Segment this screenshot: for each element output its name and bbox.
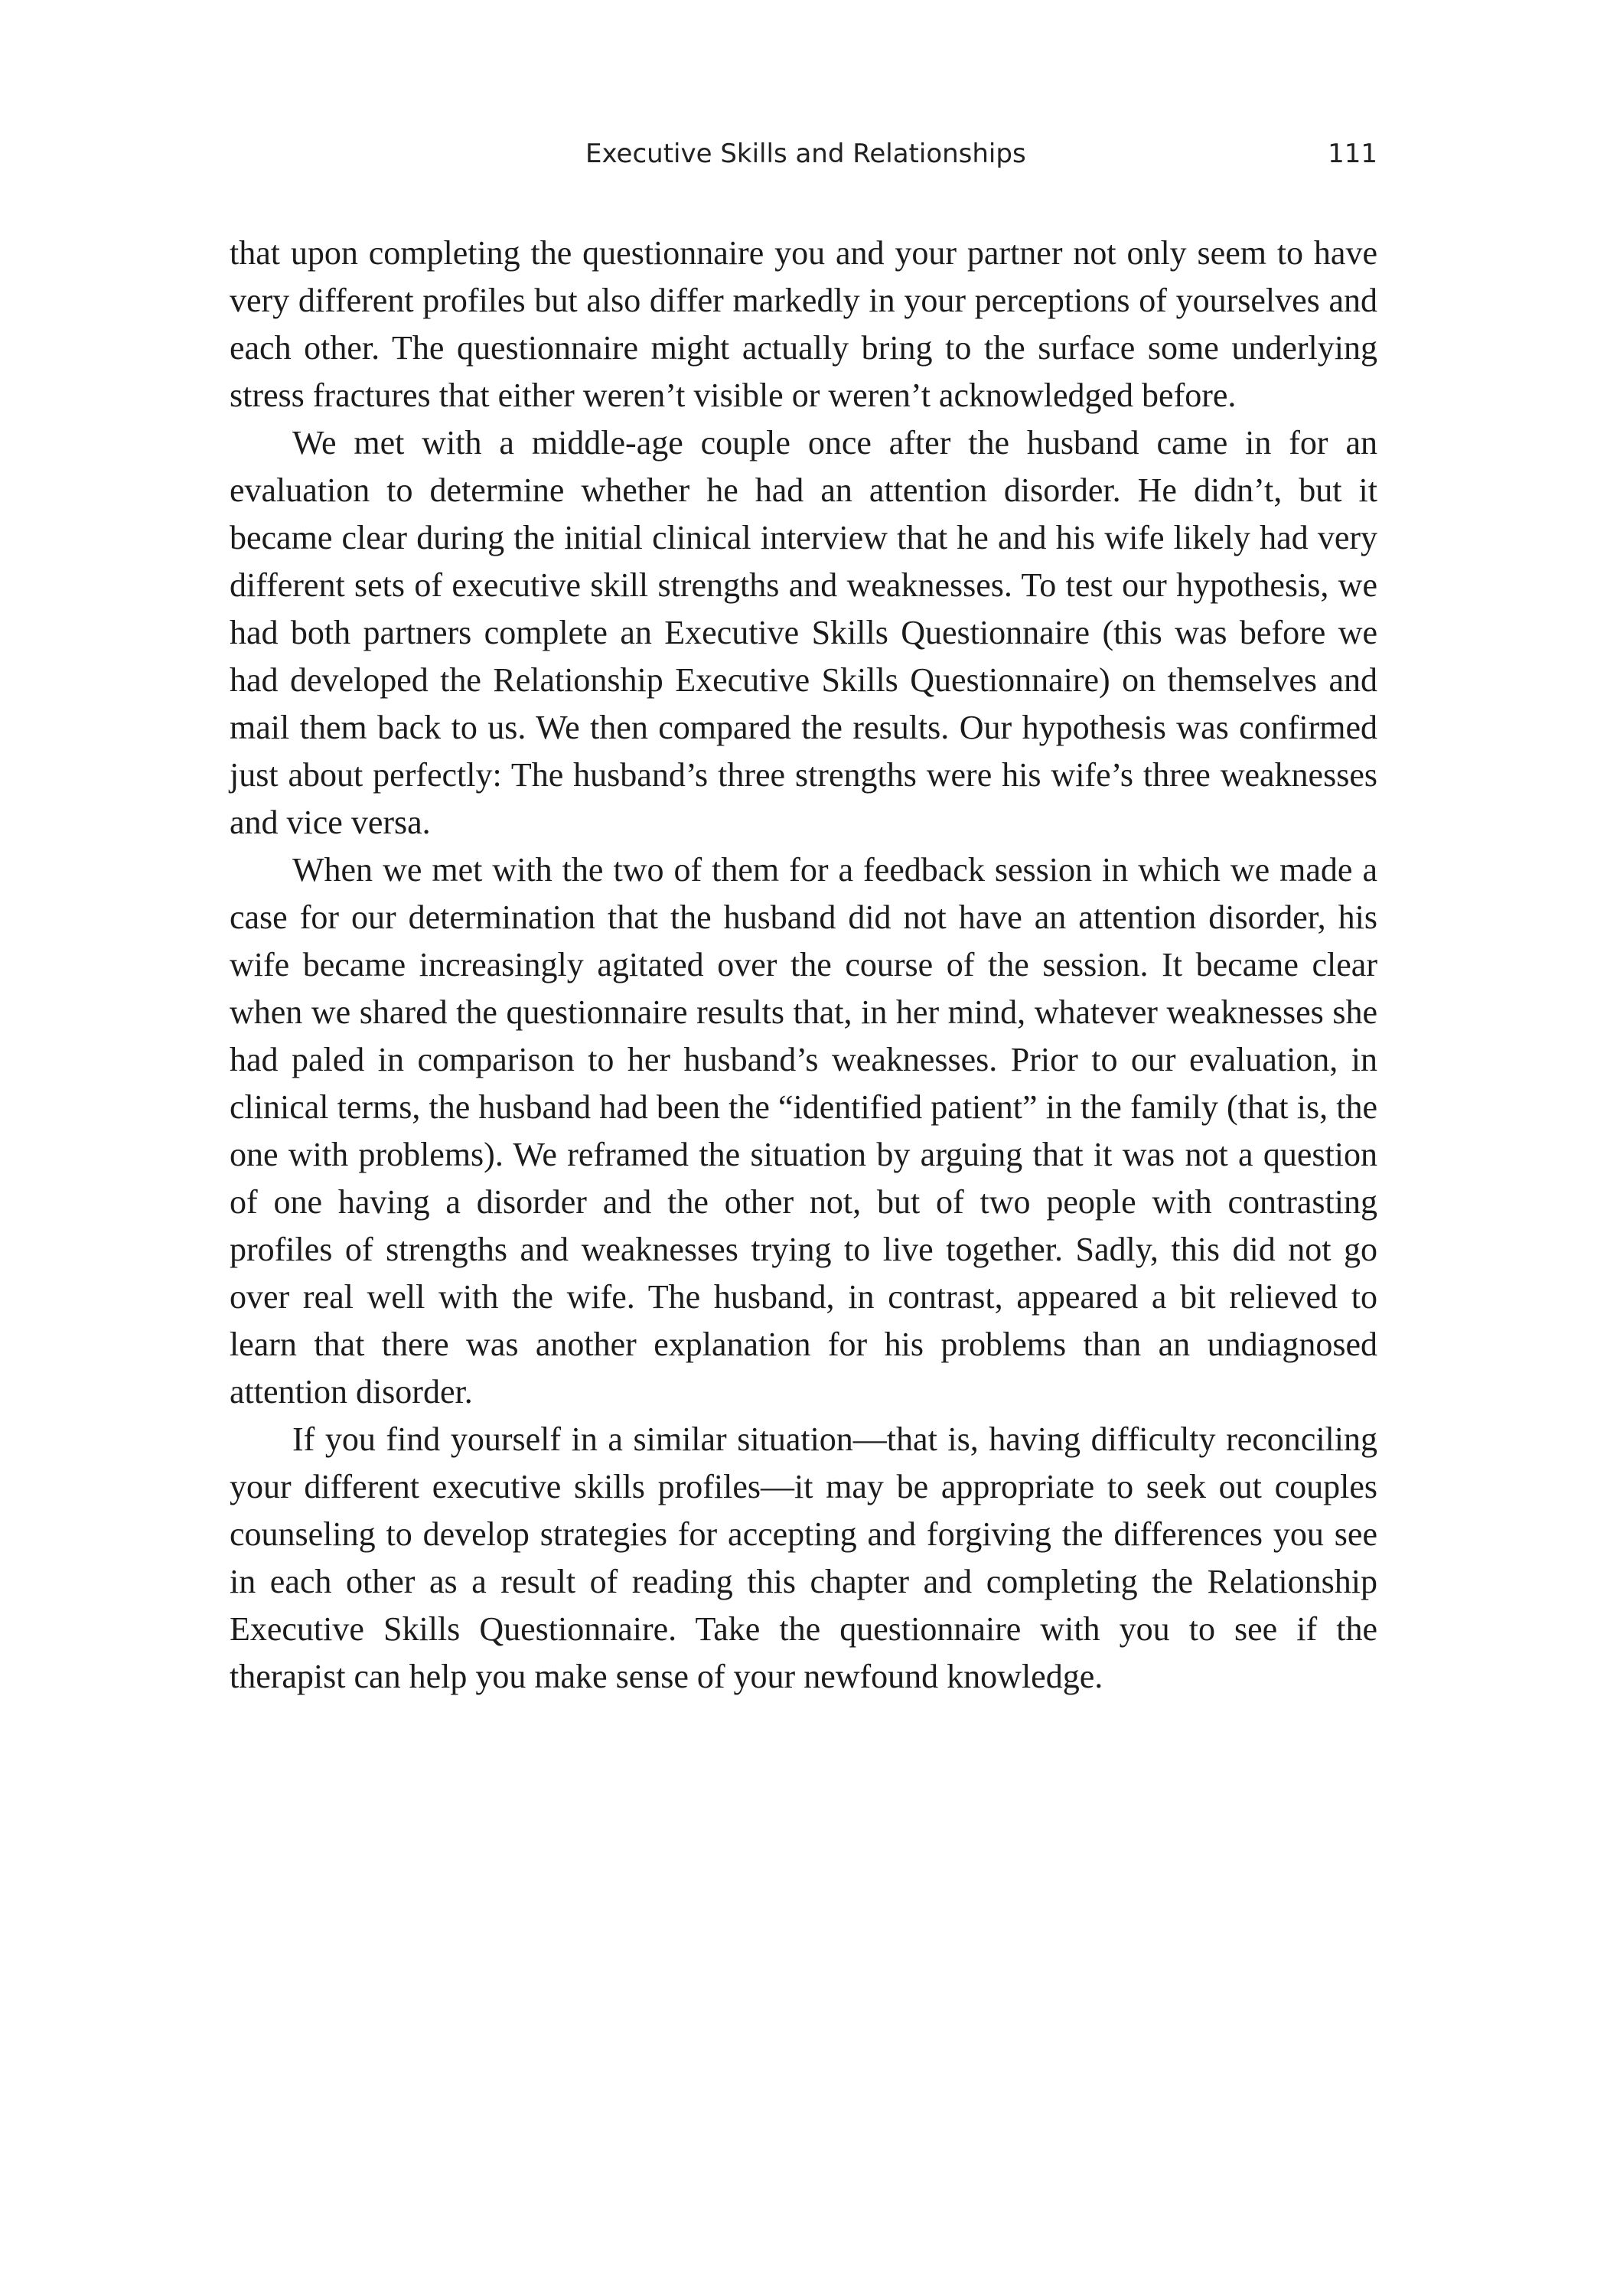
paragraph-feedback-session: When we met with the two of them for a feedback session in which we made a case for our determination that the husband did not have an attention disorder, his wife became increasingly agitated over the course of the session. It became clear when we shared the questionnaire results that, in her mind, whatever weaknesses she had paled in comparison to her husband’s weaknesses. Prior to our evaluation, in clinical terms, the husband had been the “identified patient” in the family (that is, the one with problems). We reframed the situation by arguing that it was not a question of one having a disorder and the other not, but of two people with contrasting profiles of strengths and weaknesses trying to live together. Sadly, this did not go over real well with the wife. The husband, in contrast, appeared a bit relieved to learn that there was another explanation for his problems than an undiagnosed attention disorder. xyxy=(230,851,1377,1411)
paragraph-counseling-advice: If you find yourself in a similar situation—that is, having difficulty reconciling your different executive skills profiles—it may be appropriate to seek out couples counseling to develop strategies for accepting and forgiving the differences you see in each other as a result of reading this chapter and completing the Relationship Executive Skills Questionnaire. Take the questionnaire with you to see if the therapist can help you make sense of your newfound knowledge. xyxy=(230,1420,1377,1695)
running-title: Executive Skills and Relationships xyxy=(585,139,1026,169)
paragraph-couple-evaluation: We met with a middle-age couple once after the husband came in for an evaluation to determine whether he had an attention disorder. He didn’t, but it became clear during the initial clinical interview that he and his wife likely had very different sets of executive skill strengths and weaknesses. To test our hypothesis, we had both partners complete an Executive Skills Questionnaire (this was before we had developed the Relationship Executive Skills Questionnaire) on themselves and mail them back to us. We then compared the results. Our hypothesis was confirmed just about perfectly: The husband’s three strengths were his wife’s three weaknesses and vice versa. xyxy=(230,424,1377,841)
running-header xyxy=(230,135,1377,173)
page-number: 111 xyxy=(1328,139,1377,169)
body-text xyxy=(230,230,1377,1701)
paragraph-continued: that upon completing the questionnaire you and your partner not only seem to have very different profiles but also differ markedly in your perceptions of yourselves and each other. The questionnaire might actually bring to the surface some underlying stress fractures that either weren’t visible or weren’t acknowledged before. xyxy=(230,234,1377,414)
